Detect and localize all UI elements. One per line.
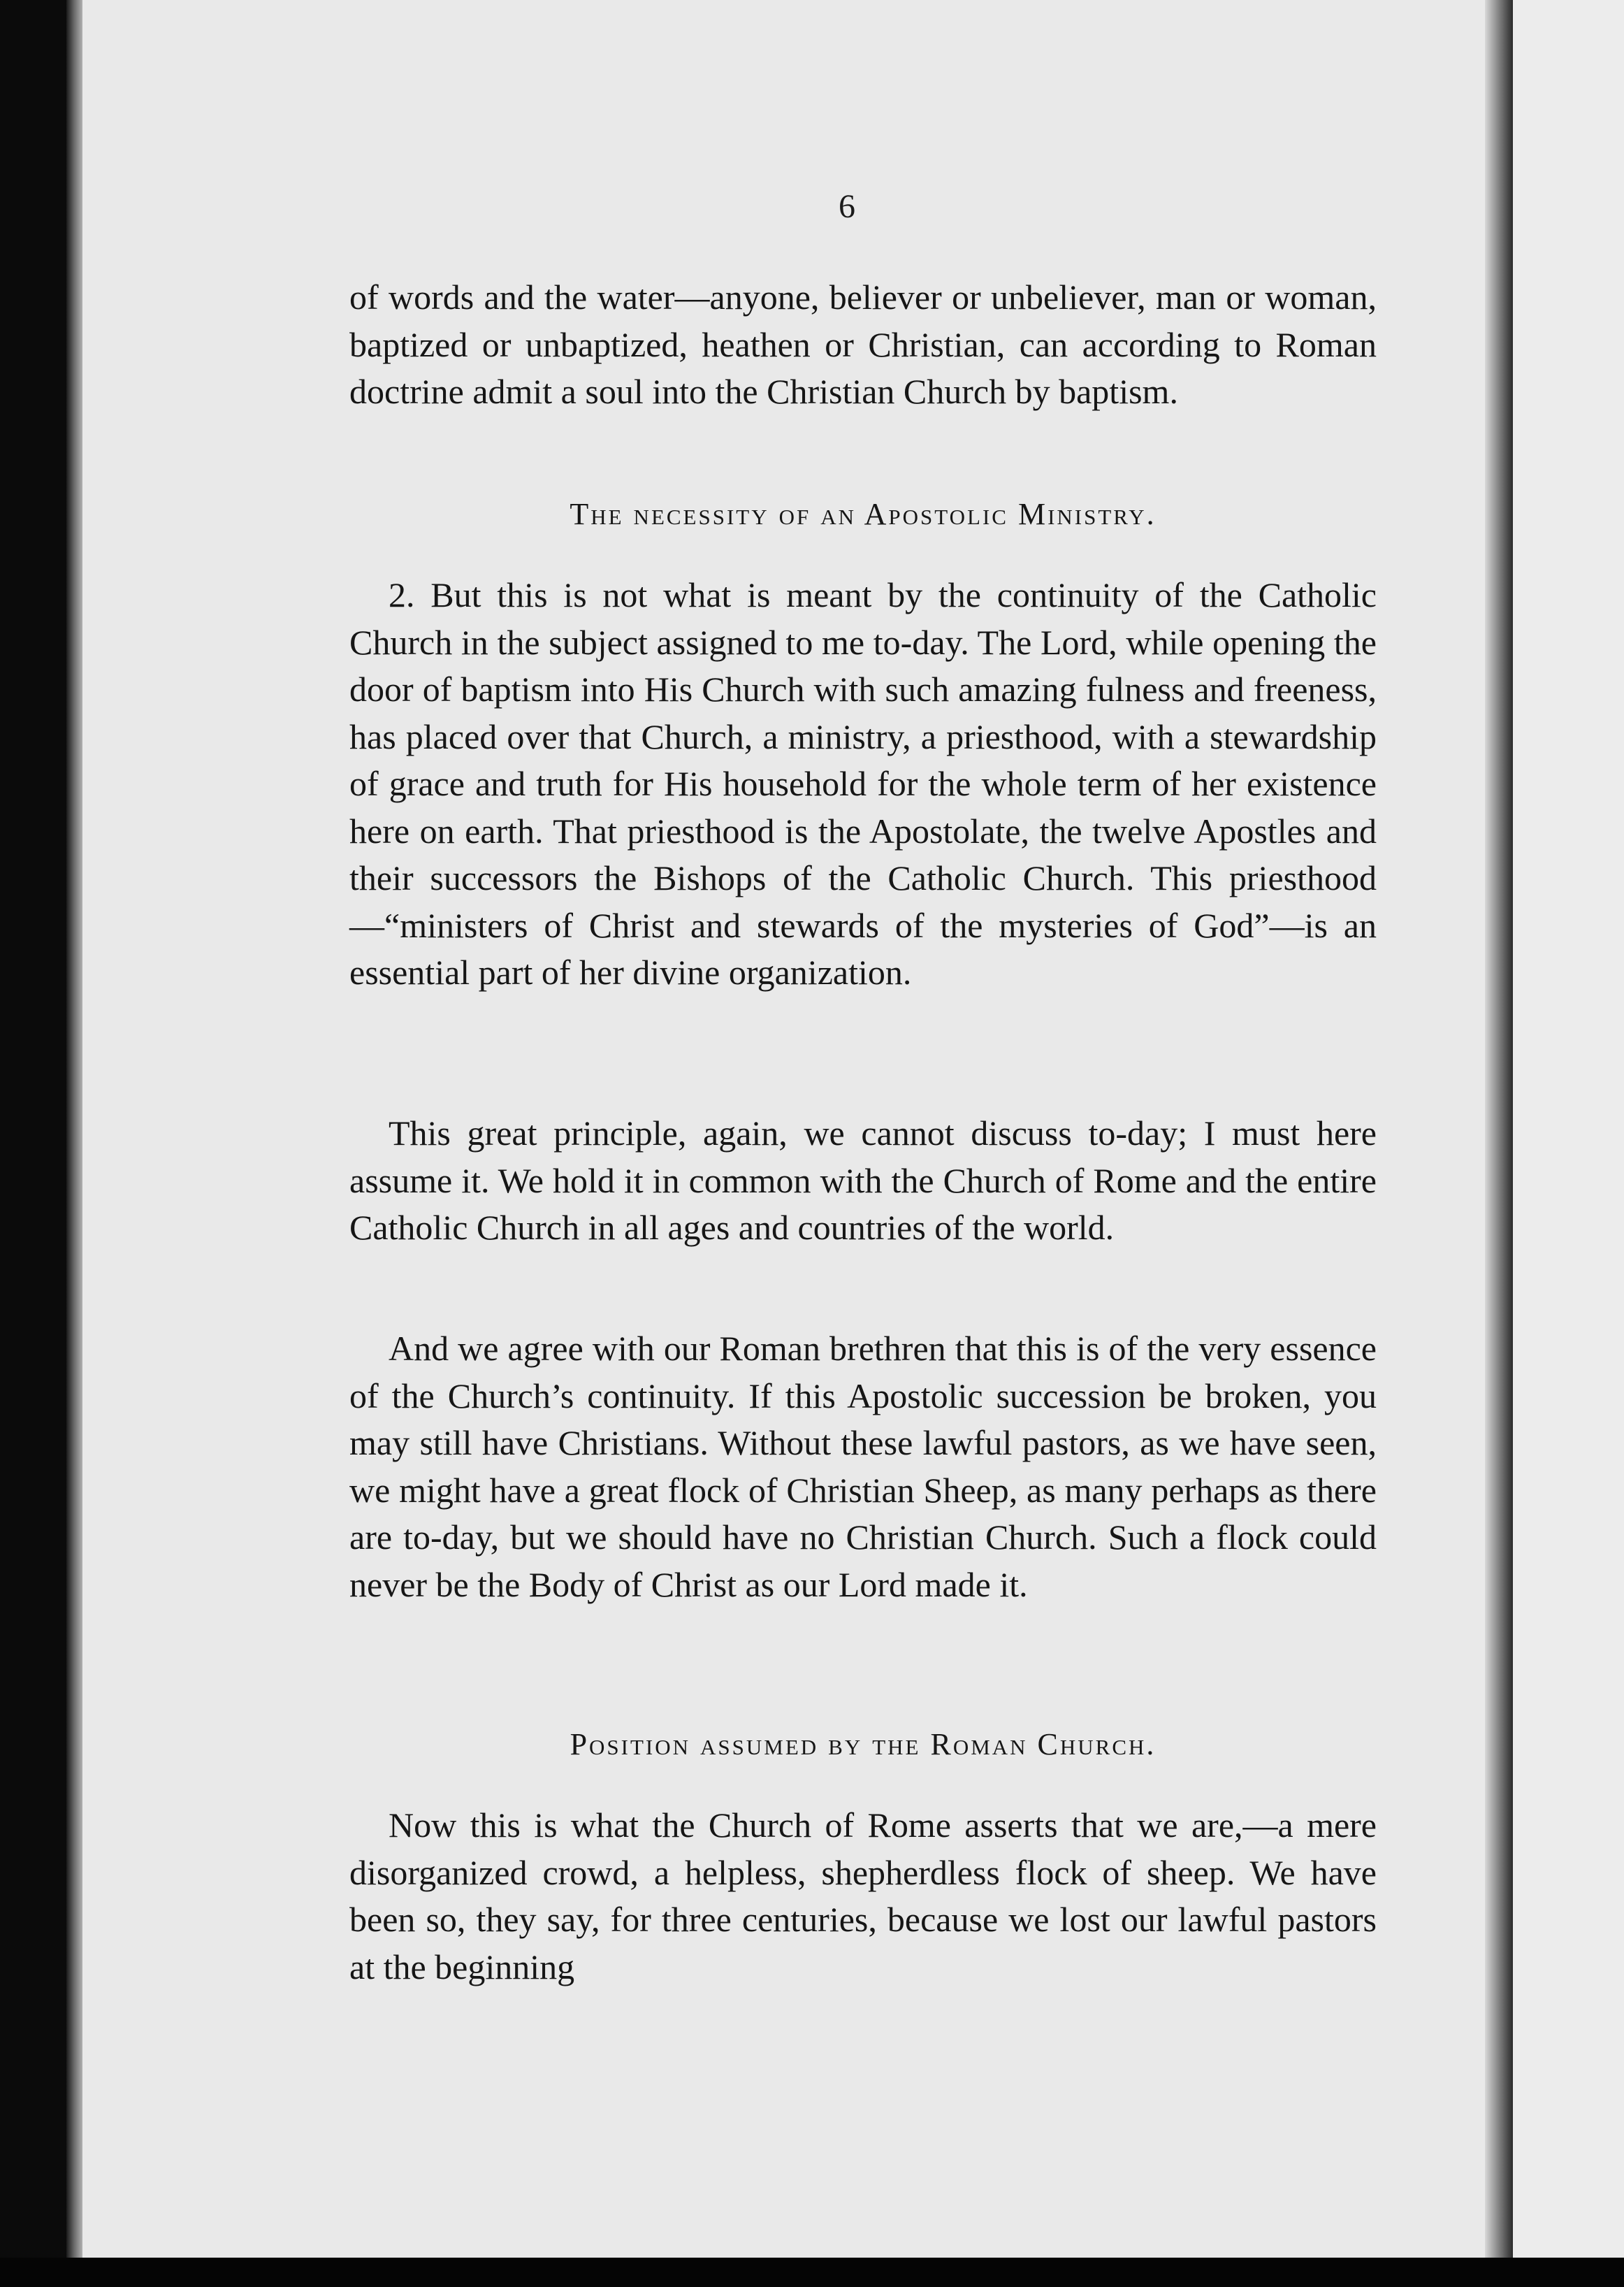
paragraph-great-principle: This great principle, again, we cannot discuss to-day; I must here assume it. We hold it in common with the Church of Rome and the entire Catholic Church in all ages and countries of the world. [349,1113,1377,1247]
book-spine-shadow [1485,0,1513,2258]
facing-page-edge [1513,0,1624,2258]
page-number: 6 [839,188,855,225]
paragraph-continuation: of words and the water—anyone, believer or unbeliever, man or woman, baptized or unbaptized, heathen or Christian, can according to Roman doctrine admit a soul into the Christian Church by baptism. [349,277,1377,411]
scan-bottom-border [0,2258,1624,2287]
paragraph-rome-asserts: Now this is what the Church of Rome asserts that we are,—a mere disorganized crowd, a helpless, shepherdless flock of sheep. We have been so, they say, for three centuries, because we lost our lawful pastors at the beginning [349,1805,1377,1986]
section-heading-roman-position: Position assumed by the Roman Church. [570,1727,1157,1761]
paragraph-apostolic-priesthood: 2. But this is not what is meant by the continuity of the Catholic Church in the subject assigned to me to-day. The Lord, while opening the door of baptism into His Church with such amazing fulness and freeness, has placed over that Church, a ministry, a priesthood, with a stewardship of grace and truth for His household for the whole term of her existence here on earth. That priesthood is the Apostolate, the twelve Apostles and their successors the Bishops of the Catholic Church. This priesthood—“ministers of Christ and stewards of the mysteries of God”—is an essential part of her divine organization. [349,575,1377,992]
paragraph-continuity-essence: And we agree with our Roman brethren that this is of the very essence of the Church’s continuity. If this Apostolic succession be broken, you may still have Christians. Without these lawful pastors, as we have seen, we might have a great flock of Christian Sheep, as many perhaps as there are to-day, but we should have no Christian Church. Such a flock could never be the Body of Christ as our Lord made it. [349,1329,1377,1604]
section-heading-apostolic-ministry: The necessity of an Apostolic Ministry. [570,497,1157,531]
